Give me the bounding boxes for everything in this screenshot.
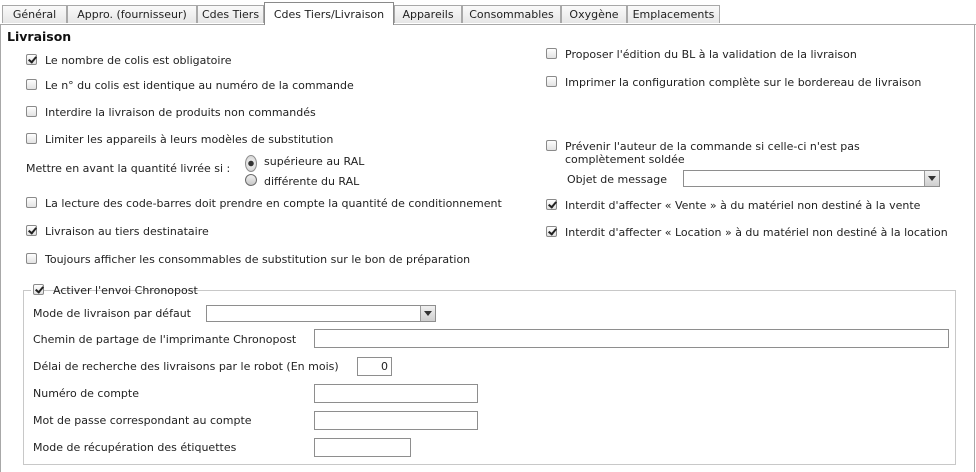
limiter-appareils-checkbox[interactable]: [26, 133, 37, 144]
delai-recherche-label: Délai de recherche des livraisons par le robot (En mois): [33, 360, 339, 373]
tab-bar: [0, 0, 976, 25]
chevron-down-icon[interactable]: [420, 306, 435, 321]
prevenir-auteur-checkbox[interactable]: [546, 140, 557, 151]
activer-chronopost-label: Activer l'envoi Chronopost: [53, 284, 198, 297]
tab-cdes-tiers[interactable]: Cdes Tiers: [197, 5, 264, 23]
mot-de-passe-label: Mot de passe correspondant au compte: [33, 414, 252, 427]
highlight-label: Mettre en avant la quantité livrée si :: [26, 162, 231, 175]
proposer-edition-bl-checkbox[interactable]: [546, 48, 557, 59]
section-title: Livraison: [7, 29, 72, 44]
chevron-down-icon[interactable]: [924, 171, 939, 186]
numero-compte-input[interactable]: [314, 384, 478, 403]
interdit-location-label: Interdit d'affecter « Location » à du matériel non destiné à la location: [565, 226, 948, 239]
radio-superieure-ral-label: supérieure au RAL: [264, 155, 365, 168]
tab-emplacements[interactable]: Emplacements: [627, 5, 720, 23]
afficher-consommables-label: Toujours afficher les consommables de substitution sur le bon de préparation: [45, 253, 471, 266]
mode-livraison-label: Mode de livraison par défaut: [33, 307, 191, 320]
tab-cdes-tiers-livraison[interactable]: Cdes Tiers/Livraison: [264, 2, 394, 25]
prevenir-auteur-label-line1: Prévenir l'auteur de la commande si celle-ci n'est pas: [565, 140, 860, 153]
delai-recherche-input[interactable]: 0: [357, 357, 392, 376]
mode-recuperation-input[interactable]: [314, 438, 411, 457]
tab-appro-fournisseur[interactable]: Appro. (fournisseur): [67, 5, 197, 23]
mode-recuperation-label: Mode de récupération des étiquettes: [33, 441, 237, 454]
colis-numero-label: Le n° du colis est identique au numéro de la commande: [45, 79, 354, 92]
interdit-vente-label: Interdit d'affecter « Vente » à du matériel non destiné à la vente: [565, 199, 921, 212]
interdire-livraison-label: Interdire la livraison de produits non commandés: [45, 106, 316, 119]
objet-message-select[interactable]: [683, 170, 940, 187]
interdit-location-checkbox[interactable]: [546, 226, 557, 237]
code-barres-checkbox[interactable]: [26, 197, 37, 208]
interdire-livraison-checkbox[interactable]: [26, 106, 37, 117]
colis-numero-checkbox[interactable]: [26, 79, 37, 90]
livraison-tiers-label: Livraison au tiers destinataire: [45, 225, 209, 238]
tab-appareils[interactable]: Appareils: [394, 5, 462, 23]
chronopost-legend: [31, 283, 198, 297]
tab-general[interactable]: Général: [2, 5, 67, 23]
mot-de-passe-input[interactable]: [314, 411, 478, 430]
imprimer-configuration-checkbox[interactable]: [546, 76, 557, 87]
mode-livraison-select[interactable]: [206, 305, 436, 322]
prevenir-auteur-label-line2: complètement soldée: [565, 153, 685, 166]
objet-message-label: Objet de message: [567, 173, 667, 186]
code-barres-label: La lecture des code-barres doit prendre en compte la quantité de conditionnement: [45, 197, 502, 210]
chemin-imprimante-input[interactable]: [314, 329, 949, 348]
radio-differente-ral[interactable]: [245, 174, 257, 186]
radio-superieure-ral[interactable]: [245, 155, 257, 172]
interdit-vente-checkbox[interactable]: [546, 199, 557, 210]
radio-differente-ral-label: différente du RAL: [264, 175, 360, 188]
chemin-imprimante-label: Chemin de partage de l'imprimante Chronopost: [33, 333, 297, 346]
numero-compte-label: Numéro de compte: [33, 387, 139, 400]
limiter-appareils-label: Limiter les appareils à leurs modèles de substitution: [45, 133, 334, 146]
imprimer-configuration-label: Imprimer la configuration complète sur le bordereau de livraison: [565, 76, 922, 89]
colis-obligatoire-checkbox[interactable]: [26, 54, 37, 65]
tab-consommables[interactable]: Consommables: [462, 5, 561, 23]
proposer-edition-bl-label: Proposer l'édition du BL à la validation de la livraison: [565, 48, 857, 61]
activer-chronopost-checkbox[interactable]: [33, 284, 44, 295]
colis-obligatoire-label: Le nombre de colis est obligatoire: [45, 54, 232, 67]
tab-oxygene[interactable]: Oxygène: [561, 5, 627, 23]
livraison-tiers-checkbox[interactable]: [26, 225, 37, 236]
afficher-consommables-checkbox[interactable]: [26, 253, 37, 264]
